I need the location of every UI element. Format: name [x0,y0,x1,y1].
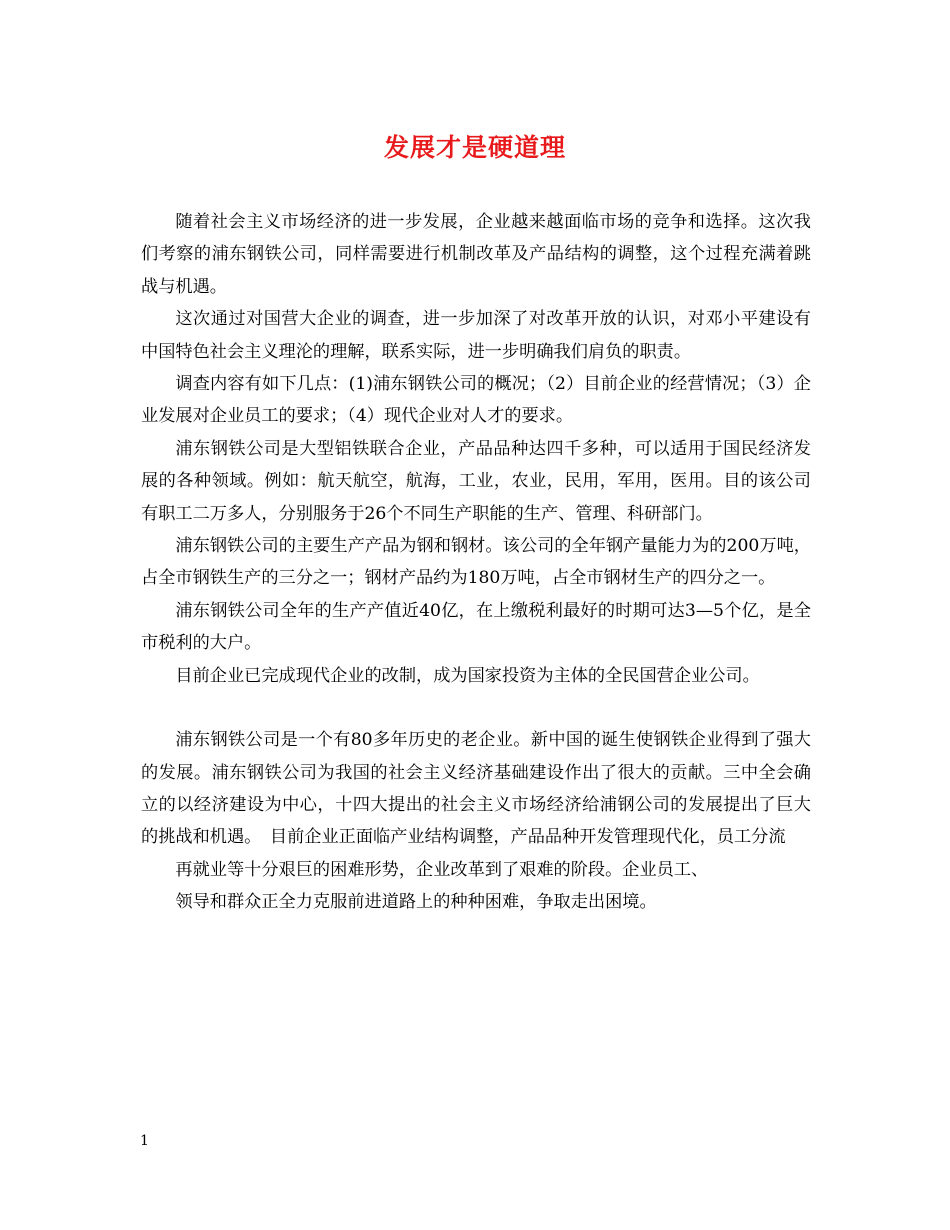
paragraph-restructuring: 目前企业已完成现代企业的改制，成为国家投资为主体的全民国营企业公司。 [175,665,760,686]
paragraph-survey-content: 调查内容有如下几点：(1)浦东钢铁公司的概况；（2）目前企业的经营情况；（3）企业发展对企业员工的要求；（4）现代企业对人才的要求。 [141,374,811,427]
paragraph-company-overview: 浦东钢铁公司是大型铝铁联合企业，产品品种达四千多种，可以适用于国民经济发展的各种领域。例如：航天航空，航海，工业，农业，民用，军用，医用。目的该公司有职工二万多人，分别服务于26个不同生产职能的生产、管理、科研部门。 [141,438,811,524]
paragraph-history: 浦东钢铁公司是一个有80多年历史的老企业。新中国的诞生使钢铁企业得到了强大的发展。浦东钢铁公司为我国的社会主义经济基础建设作出了很大的贡献。三中全会确立的以经济建设为中心，十四大提出的社会主义市场经济给浦钢公司的发展提出了巨大的挑战和机遇。 目前企业正面临产业结构调整，产品品种开发管理现代化，员工分流 [141,730,811,848]
paragraph-output-value: 浦东钢铁公司全年的生产产值近40亿，在上缴税利最好的时期可达3—5个亿，是全市税利的大户。 [141,600,811,654]
page-number: 1 [140,1133,149,1149]
paragraph-main-products: 浦东钢铁公司的主要生产产品为钢和钢材。该公司的全年钢产量能力为的200万吨，占全市钢铁生产的三分之一；钢材产品约为180万吨，占全市钢材生产的四分之一。 [141,536,811,589]
document-title: 发展才是硬道理 [383,133,566,162]
paragraph-investigation: 这次通过对国营大企业的调查，进一步加深了对改革开放的认识，对邓小平建设有中国特色社会主义理沦的理解，联系实际，进一步明确我们肩负的职责。 [141,309,811,362]
paragraph-overcome: 领导和群众正全力克服前进道路上的种种困难，争取走出困境。 [175,892,657,913]
paragraph-intro: 随着社会主义市场经济的进一步发展，企业越来越面临市场的竞争和选择。这次我们考察的浦东钢铁公司，同样需要进行机制改革及产品结构的调整，这个过程充满着跳战与机遇。 [141,212,811,297]
document-body [141,206,811,919]
paragraph-difficulties: 再就业等十分艰巨的困难形势，企业改革到了艰难的阶段。企业员工、 [175,859,709,880]
